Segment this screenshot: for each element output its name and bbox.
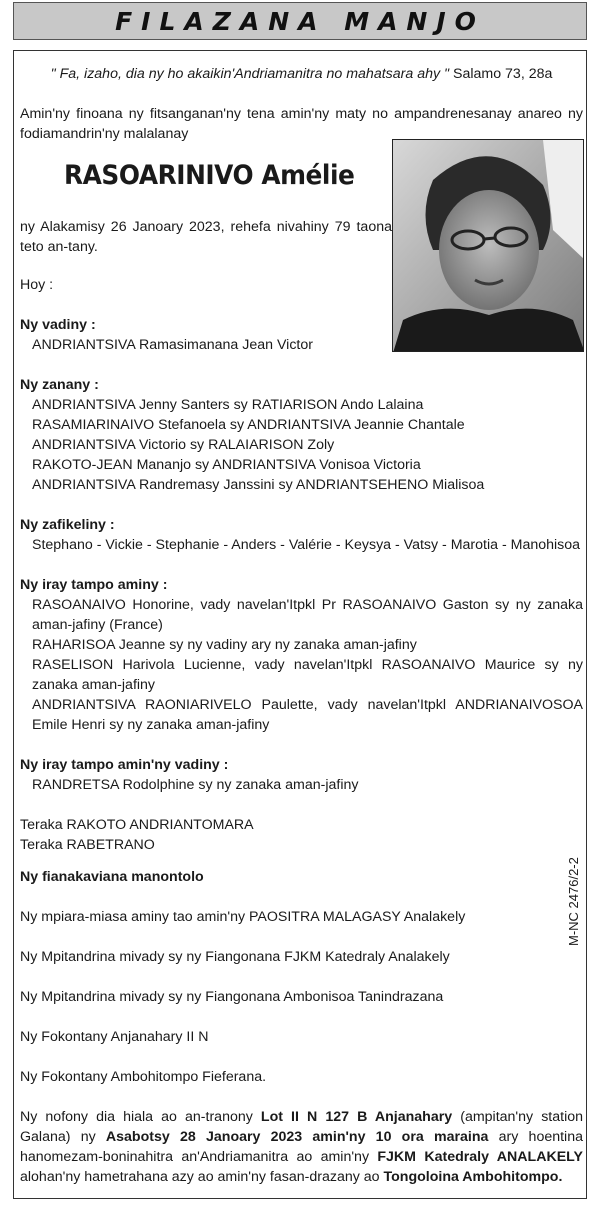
footer-text: ary hoentina hanomezam-boninahitra an'Andriamanitra ao amin'ny bbox=[20, 1129, 583, 1165]
spouse-sibling-line: RANDRETSA Rodolphine sy ny zanaka aman-jafiny bbox=[32, 777, 359, 793]
notice-body bbox=[20, 64, 583, 1187]
grandchildren-line: Stephano - Vickie - Stephanie - Anders - Valérie - Keysya - Vatsy - Marotia - Manohisoa bbox=[32, 537, 581, 553]
footer-date: Asabotsy 28 Janoary 2023 amin'ny 10 ora maraina bbox=[105, 1129, 489, 1145]
other-line: Ny mpiara-miasa aminy tao amin'ny PAOSITRA MALAGASY Analakely bbox=[20, 909, 466, 925]
spouse-siblings-title: Ny iray tampo amin'ny vadiny : bbox=[20, 757, 229, 773]
header-banner bbox=[13, 2, 587, 40]
child-line: ANDRIANTSIVA Jenny Santers sy RATIARISON Ando Lalaina bbox=[32, 397, 424, 413]
bible-quote bbox=[20, 64, 583, 84]
quote-text: " Fa, izaho, dia ny ho akaikin'Andriamanitra no mahatsara ahy " bbox=[50, 66, 450, 82]
intro-text: Amin'ny finoana ny fitsanganan'ny tena amin'ny maty no ampandrenesanay anareo ny fodiamandrin'ny malalanay bbox=[20, 106, 583, 142]
sibling-line: RASELISON Harivola Lucienne, vady navelan'Itpkl RASOANAIVO Maurice sy ny zanaka aman-jafiny bbox=[32, 657, 583, 693]
other-line: Ny Fokontany Ambohitompo Fieferana. bbox=[20, 1069, 267, 1085]
footer-address: Lot II N 127 B Anjanahary bbox=[260, 1109, 453, 1125]
hoy-label: Hoy : bbox=[20, 277, 54, 293]
child-line: RAKOTO-JEAN Mananjo sy ANDRIANTSIVA Vonisoa Victoria bbox=[32, 457, 421, 473]
family-line: Ny fianakaviana manontolo bbox=[20, 869, 204, 885]
siblings-title: Ny iray tampo aminy : bbox=[20, 577, 168, 593]
header-title: FILAZANA MANJO bbox=[115, 6, 485, 36]
footer-text: (ampitan'ny station Galana) ny bbox=[20, 1109, 584, 1145]
other-line: Ny Fokontany Anjanahary II N bbox=[20, 1029, 209, 1045]
sibling-line: RAHARISOA Jeanne sy ny vadiny ary ny zanaka aman-jafiny bbox=[32, 637, 417, 653]
grandchildren-title: Ny zafikeliny : bbox=[20, 517, 115, 533]
footer-text: Ny nofony dia hiala ao an-tranony bbox=[20, 1109, 261, 1125]
child-line: ANDRIANTSIVA Randremasy Janssini sy ANDRIANTSEHENO Mialisoa bbox=[32, 477, 485, 493]
reference-code: M-NC 2476/2-2 bbox=[566, 857, 581, 946]
funeral-details bbox=[20, 1107, 583, 1187]
deceased-name: RASOARINIVO Amélie bbox=[64, 160, 355, 191]
footer-church: FJKM Katedraly ANALAKELY bbox=[377, 1149, 583, 1165]
death-info: ny Alakamisy 26 Janoary 2023, rehefa nivahiny 79 taona teto an-tany. bbox=[20, 219, 392, 255]
spouse-line: ANDRIANTSIVA Ramasimanana Jean Victor bbox=[32, 337, 313, 353]
sibling-line: ANDRIANTSIVA RAONIARIVELO Paulette, vady navelan'Itpkl ANDRIANAIVOSOA Emile Henri sy ny zanaka aman-jafiny bbox=[32, 697, 583, 733]
footer-text: alohan'ny hametrahana azy ao amin'ny fasan-drazany ao bbox=[20, 1169, 384, 1185]
quote-reference: Salamo 73, 28a bbox=[449, 66, 553, 82]
sibling-line: RASOANAIVO Honorine, vady navelan'Itpkl Pr RASOANAIVO Gaston sy ny zanaka aman-jafiny (France) bbox=[32, 597, 583, 633]
child-line: RASAMIARINAIVO Stefanoela sy ANDRIANTSIVA Jeannie Chantale bbox=[32, 417, 465, 433]
teraka-line: Teraka RAKOTO ANDRIANTOMARA bbox=[20, 817, 254, 833]
children-title: Ny zanany : bbox=[20, 377, 99, 393]
spouse-title: Ny vadiny : bbox=[20, 317, 96, 333]
teraka-line: Teraka RABETRANO bbox=[20, 837, 155, 853]
other-line: Ny Mpitandrina mivady sy ny Fiangonana Ambonisoa Tanindrazana bbox=[20, 989, 444, 1005]
footer-burial-place: Tongoloina Ambohitompo. bbox=[383, 1169, 563, 1185]
other-line: Ny Mpitandrina mivady sy ny Fiangonana FJKM Katedraly Analakely bbox=[20, 949, 450, 965]
child-line: ANDRIANTSIVA Victorio sy RALAIARISON Zoly bbox=[32, 437, 335, 453]
